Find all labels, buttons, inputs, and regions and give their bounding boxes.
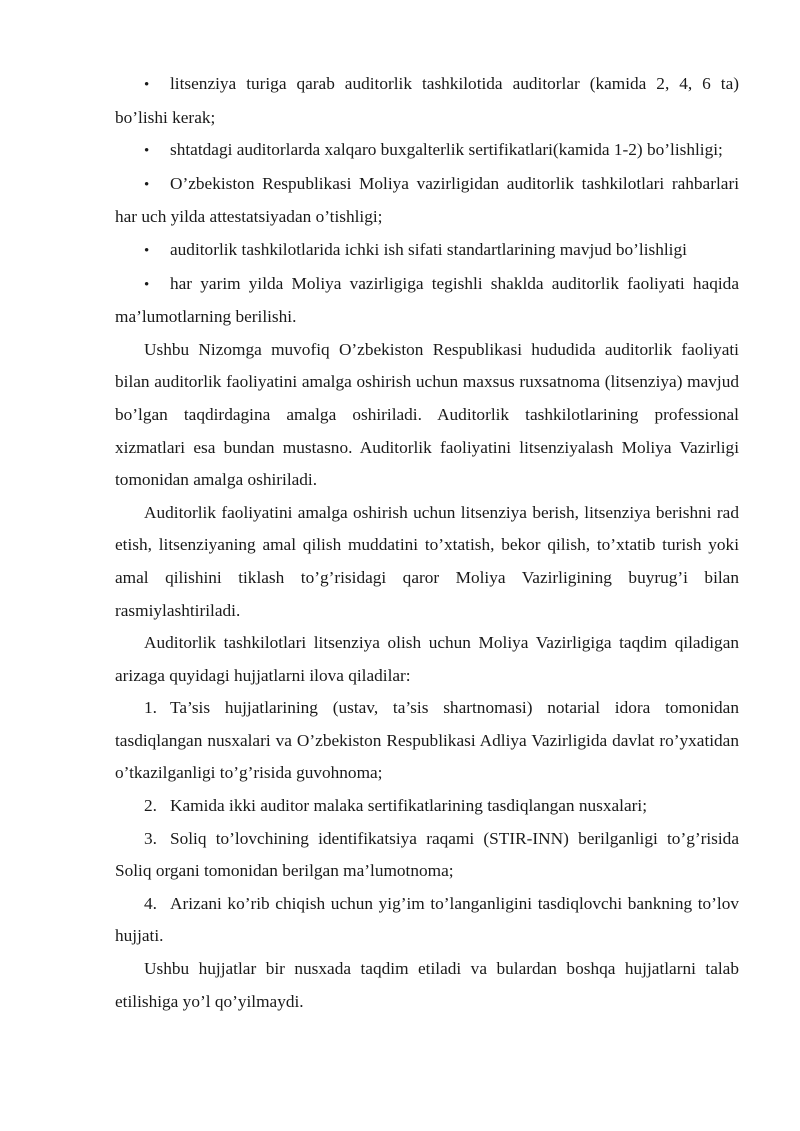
paragraph-application: Auditorlik tashkilotlari litsenziya olish uchun Moliya Vazirligiga taqdim qiladigan arizaga quyidagi hujjatlarni ilova qiladilar: — [115, 633, 739, 685]
bullet-item — [115, 68, 739, 134]
paragraph-licensing: Ushbu Nizomga muvofiq O’zbekiston Respublikasi hududida auditorlik faoliyati bilan auditorlik faoliyatini amalga oshirish uchun maxsus ruxsatnoma (litsenziya) mavjud bo’lgan taqdirdagina amalga oshiriladi. Auditorlik tashkilotlarining professional xizmatlari esa bundan mustasno. Auditorlik faoliyatini litsenziyalash Moliya Vazirligi tomonidan amalga oshiriladi. — [115, 339, 739, 490]
bullet-text: litsenziya turiga qarab auditorlik tashkilotida auditorlar (kamida 2, 4, 6 ta) bo’lishi kerak; — [115, 74, 739, 127]
bullet-item — [115, 268, 739, 334]
bullet-icon: • — [144, 77, 150, 93]
bullet-icon: • — [144, 143, 150, 160]
numbered-item — [115, 692, 739, 790]
document-page — [115, 68, 739, 1018]
bullet-text: shtatdagi auditorlarda xalqaro buxgalterlik sertifikatlari(kamida 1-2) bo’lishligi; — [170, 140, 723, 160]
item-number: 2. — [144, 796, 157, 816]
item-text: Arizani ko’rib chiqish uchun yig’im to’langanligini tasdiqlovchi bankning to’lov hujjati. — [115, 893, 739, 946]
numbered-item — [115, 888, 739, 953]
bullet-item — [115, 134, 739, 168]
bullet-text: auditorlik tashkilotlarida ichki ish sifati standartlarining mavjud bo’lishligi — [170, 239, 687, 259]
bullet-text: har yarim yilda Moliya vazirligiga tegishli shaklda auditorlik faoliyati haqida ma’lumotlarning berilishi. — [115, 273, 739, 327]
numbered-item — [115, 823, 739, 888]
bullet-item — [115, 234, 739, 268]
bullet-icon: • — [144, 276, 150, 293]
item-number: 1. — [144, 698, 157, 718]
paragraph-decision: Auditorlik faoliyatini amalga oshirish uchun litsenziya berish, litsenziya berishni rad etish, litsenziyaning amal qilish muddatini to’xtatish, bekor qilish, to’xtatib turish yoki amal qilishini tiklash to’g’risidagi qaror Moliya Vazirligining buyrug’i bilan rasmiylashtiriladi. — [115, 502, 739, 620]
bullet-icon: • — [144, 242, 150, 259]
item-text: Ta’sis hujjatlarining (ustav, ta’sis shartnomasi) notarial idora tomonidan tasdiqlangan nusxalari va O’zbekiston Respublikasi Adliya Vazirligida davlat ro’yxatidan o’tkazilganligi to’g’risida guvohnoma; — [115, 698, 739, 783]
item-number: 3. — [144, 828, 157, 848]
numbered-item — [115, 790, 739, 823]
item-text: Soliq to’lovchining identifikatsiya raqami (STIR-INN) berilganligi to’g’risida Soliq organi tomonidan berilgan ma’lumotnoma; — [115, 828, 739, 881]
bullet-text: O’zbekiston Respublikasi Moliya vazirligidan auditorlik tashkilotlari rahbarlari har uch yilda attestatsiyadan o’tishligi; — [115, 173, 739, 227]
item-number: 4. — [144, 893, 157, 913]
paragraph-closing: Ushbu hujjatlar bir nusxada taqdim etiladi va bulardan boshqa hujjatlarni talab etilishiga yo’l qo’yilmaydi. — [115, 959, 739, 1011]
bullet-item — [115, 168, 739, 234]
bullet-icon: • — [144, 176, 150, 193]
item-text: Kamida ikki auditor malaka sertifikatlarining tasdiqlangan nusxalari; — [170, 796, 648, 816]
